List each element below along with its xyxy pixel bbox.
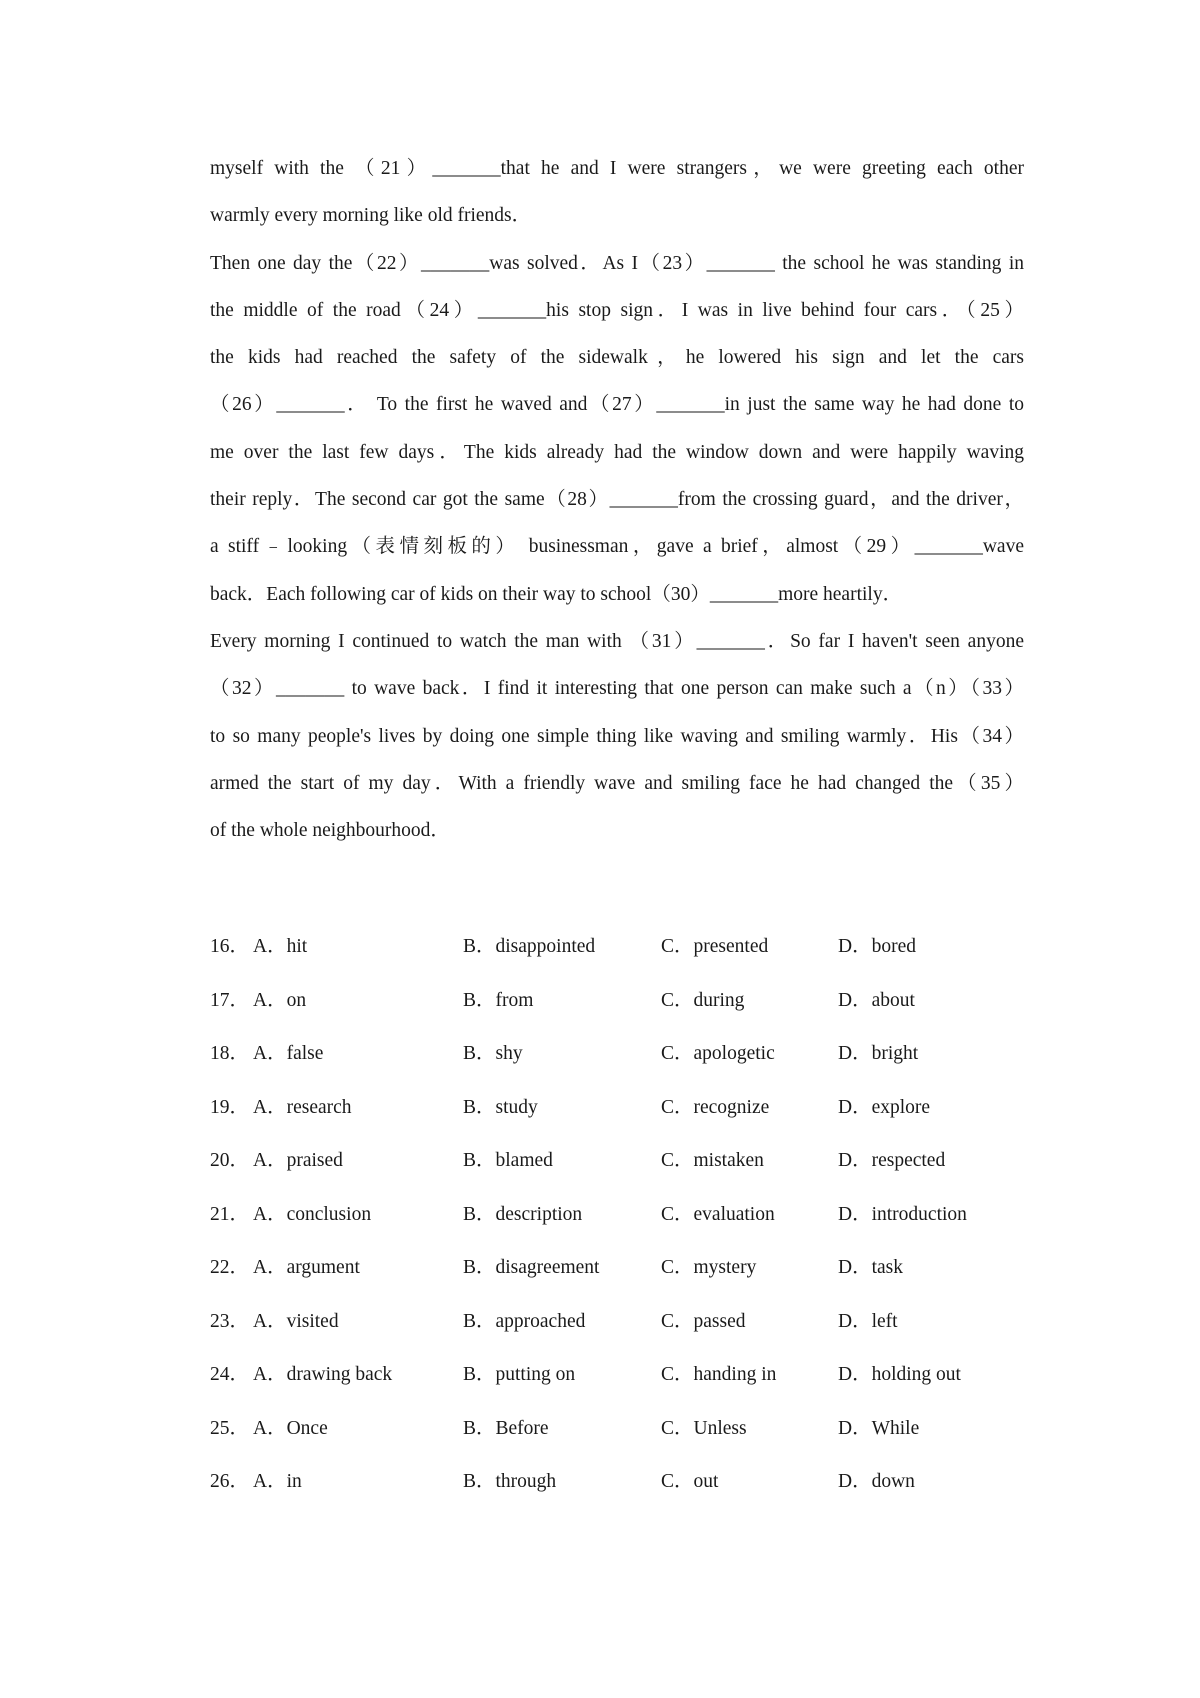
option-b: B．putting on <box>463 1364 576 1385</box>
passage-line: of the whole neighbourhood． <box>210 820 450 842</box>
option-a: A．false <box>253 1043 324 1064</box>
option-a: A．hit <box>253 936 308 957</box>
option-b: B．blamed <box>463 1150 553 1171</box>
option-a: A．drawing back <box>253 1364 393 1385</box>
option-c: C．apologetic <box>661 1043 775 1064</box>
question-row <box>210 1188 1024 1242</box>
passage-line: to so many people's lives by doing one simple thing like waving and smiling warmly．His（34） <box>210 725 1024 747</box>
question-number: 25． <box>210 1417 250 1439</box>
option-c: C．recognize <box>661 1096 770 1118</box>
question-row <box>210 1134 1024 1188</box>
option-b: B．description <box>463 1203 583 1225</box>
option-d: D．respected <box>838 1150 946 1171</box>
option-b: B．through <box>463 1471 557 1492</box>
option-a: A．argument <box>253 1257 360 1278</box>
passage-line: armed the start of my day．With a friendly wave and smiling face he had changed the（35） <box>210 772 1024 794</box>
option-c: C．passed <box>661 1310 746 1332</box>
option-b: B．from <box>463 989 534 1011</box>
passage-line: warmly every morning like old friends． <box>210 205 532 227</box>
question-row <box>210 1027 1024 1081</box>
option-b: B．Before <box>463 1417 549 1439</box>
option-d: D．bright <box>838 1043 919 1064</box>
passage-line: myself with the （21）_______that he and I were strangers，we were greeting each other <box>210 158 1024 179</box>
passage-line: me over the last few days．The kids already had the window down and were happily waving <box>210 441 1024 463</box>
option-c: C．presented <box>661 936 769 957</box>
question-row <box>210 1241 1024 1295</box>
option-d: D．explore <box>838 1096 931 1118</box>
passage-line: the kids had reached the safety of the sidewalk，he lowered his sign and let the cars <box>210 347 1024 369</box>
question-number: 19． <box>210 1096 250 1118</box>
option-a: A．research <box>253 1096 352 1118</box>
passage-line: Then one day the（22）_______was solved．As I（23）_______ the school he was standing in <box>210 252 1024 274</box>
option-d: D．left <box>838 1310 898 1332</box>
option-d: D．holding out <box>838 1364 961 1385</box>
question-row <box>210 1455 1024 1509</box>
passage-line: the middle of the road（24）_______his stop sign．I was in live behind four cars．（25） <box>210 299 1024 321</box>
question-number: 20． <box>210 1150 250 1171</box>
passage-line: their reply．The second car got the same（28）_______from the crossing guard，and the driver， <box>210 489 1024 511</box>
passage-line: Every morning I continued to watch the man with （31）_______．So far I haven't seen anyone <box>210 630 1024 652</box>
option-c: C．during <box>661 989 745 1011</box>
option-d: D．down <box>838 1471 915 1492</box>
question-row <box>210 920 1024 974</box>
question-number: 26． <box>210 1471 250 1492</box>
passage-line: back．Each following car of kids on their way to school（30）_______more heartily． <box>210 583 903 605</box>
option-d: D．task <box>838 1257 903 1278</box>
question-row <box>210 1348 1024 1402</box>
option-d: D．While <box>838 1417 920 1439</box>
passage-line: a stiff﹣looking（表情刻板的） businessman，gave a brief，almost（29）_______wave <box>210 536 1024 558</box>
answer-options <box>210 920 1024 1509</box>
cloze-passage <box>210 145 1024 854</box>
option-a: A．visited <box>253 1310 339 1332</box>
question-number: 16． <box>210 936 250 957</box>
option-c: C．mistaken <box>661 1150 764 1171</box>
option-a: A．in <box>253 1471 302 1492</box>
option-c: C．handing in <box>661 1364 777 1385</box>
option-b: B．shy <box>463 1043 523 1064</box>
option-a: A．Once <box>253 1417 328 1439</box>
question-number: 22． <box>210 1257 250 1278</box>
question-number: 17． <box>210 989 250 1011</box>
question-row <box>210 1081 1024 1135</box>
question-number: 24． <box>210 1364 250 1385</box>
option-a: A．conclusion <box>253 1203 372 1225</box>
option-a: A．praised <box>253 1150 343 1171</box>
passage-line: （32）_______ to wave back．I find it interesting that one person can make such a（n）（33） <box>210 678 1024 700</box>
question-number: 18． <box>210 1043 250 1064</box>
option-b: B．approached <box>463 1310 586 1332</box>
option-a: A．on <box>253 989 307 1011</box>
option-b: B．disagreement <box>463 1257 600 1278</box>
option-c: C．evaluation <box>661 1203 775 1225</box>
question-row <box>210 1402 1024 1456</box>
question-row <box>210 974 1024 1028</box>
option-b: B．disappointed <box>463 936 596 957</box>
question-number: 21． <box>210 1203 250 1225</box>
option-d: D．about <box>838 989 915 1011</box>
option-c: C．Unless <box>661 1417 747 1439</box>
option-d: D．bored <box>838 936 916 957</box>
question-number: 23． <box>210 1310 250 1332</box>
question-row <box>210 1295 1024 1349</box>
option-b: B．study <box>463 1096 538 1118</box>
option-c: C．mystery <box>661 1257 757 1278</box>
passage-line: （26）_______． To the first he waved and（27）_______in just the same way he had done to <box>210 394 1024 416</box>
option-c: C．out <box>661 1471 719 1492</box>
option-d: D．introduction <box>838 1203 967 1225</box>
